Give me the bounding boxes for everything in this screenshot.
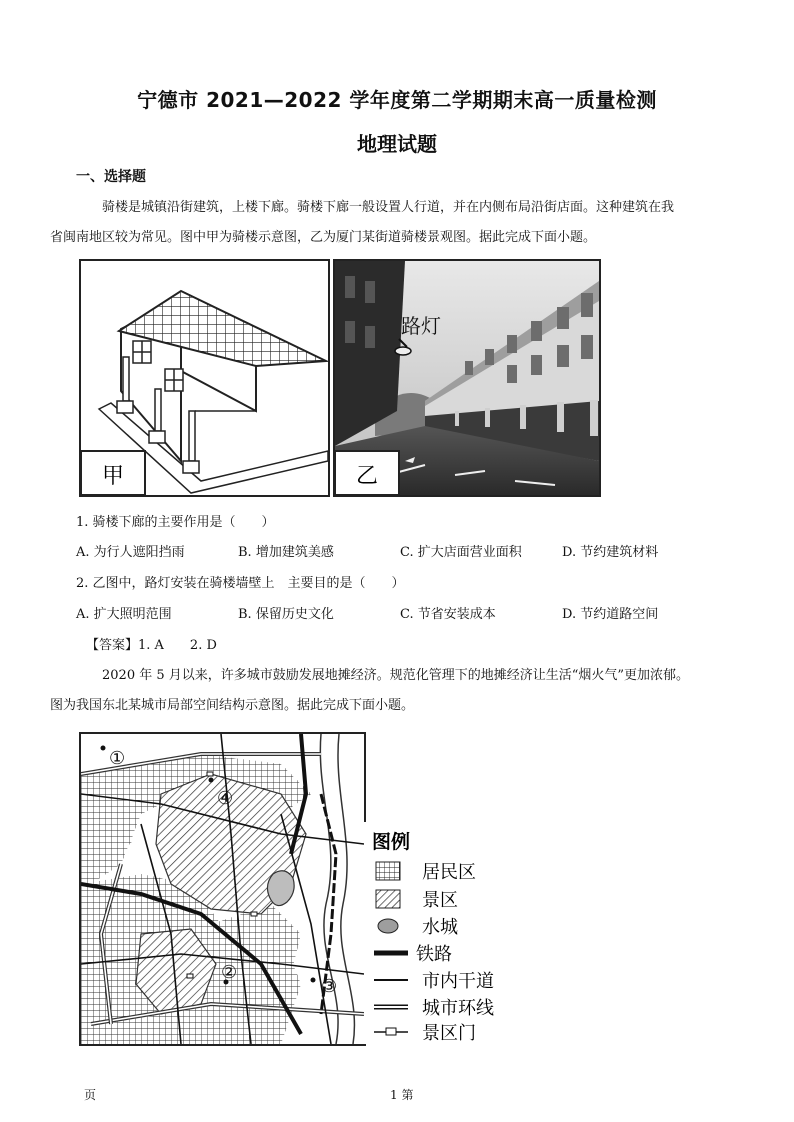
street-photo (335, 261, 599, 495)
footer-page-number: 1 第 (390, 1088, 414, 1102)
question-2-stem: 2. 乙图中，路灯安装在骑楼墙壁上 主要目的是（ ） (76, 576, 405, 591)
page-subtitle: 地理试题 (357, 132, 437, 156)
map-marker-1: ① (109, 748, 126, 769)
q2-option-b: B. 保留历史文化 (238, 607, 334, 622)
city-structure-map (81, 734, 364, 1044)
city-map-figure (79, 732, 366, 1046)
figure-jia (79, 259, 330, 497)
legend-title: 图例 (372, 831, 411, 853)
legend-svg (364, 822, 544, 1044)
passage-1-line-1: 骑楼是城镇沿街建筑，上楼下廊。骑楼下廊一般设置人行道，并在内侧布局沿街店面。这种建筑在我 (102, 200, 675, 215)
legend-ring: 城市环线 (422, 998, 494, 1019)
footer-left: 页 (84, 1088, 97, 1102)
map-marker-2: ② (221, 962, 238, 983)
passage-2-line-1: 2020 年 5 月以来，许多城市鼓励发展地摊经济。规范化管理下的地摊经济让生活“烟火气”更加浓郁。 (102, 668, 690, 683)
passage-1-line-2: 省闽南地区较为常见。图中甲为骑楼示意图，乙为厦门某街道骑楼景观图。据此完成下面小题。 (50, 230, 597, 245)
page-title: 宁德市 2021—2022 学年度第二学期期末高一质量检测 (137, 88, 657, 112)
q1-option-d: D. 节约建筑材料 (562, 545, 659, 560)
q1-option-a: A. 为行人遮阳挡雨 (76, 545, 185, 560)
passage-2-line-2: 图为我国东北某城市局部空间结构示意图。据此完成下面小题。 (50, 698, 415, 713)
legend-swatch-residential (376, 862, 400, 880)
answer-line: 【答案】1. A 2. D (86, 638, 217, 653)
figure-yi (333, 259, 601, 497)
legend-road: 市内干道 (422, 971, 494, 992)
legend-scenic: 景区 (422, 890, 458, 911)
figure-yi-label: 乙 (355, 464, 379, 489)
legend-gate: 景区门 (422, 1023, 476, 1044)
passage-1 (50, 193, 716, 253)
question-1-stem: 1. 骑楼下廊的主要作用是（ ） (76, 515, 275, 530)
q1-option-b: B. 增加建筑美感 (238, 545, 334, 560)
streetlight-label: 路灯 (401, 314, 441, 338)
section-heading: 一、选择题 (76, 169, 146, 185)
legend-residential: 居民区 (422, 862, 476, 883)
q2-option-d: D. 节约道路空间 (562, 607, 659, 622)
legend-water: 水城 (422, 917, 458, 938)
map-legend (364, 822, 544, 1044)
arcade-diagram (81, 261, 328, 495)
legend-swatch-water (378, 919, 398, 933)
legend-swatch-scenic (376, 890, 400, 908)
map-marker-3: ③ (321, 976, 338, 997)
map-marker-4: ④ (217, 788, 234, 809)
q2-option-a: A. 扩大照明范围 (76, 607, 172, 622)
legend-railway: 铁路 (416, 944, 452, 965)
figure-jia-label: 甲 (101, 464, 125, 489)
passage-2 (50, 661, 716, 721)
q2-option-c: C. 节省安装成本 (400, 607, 496, 622)
q1-option-c: C. 扩大店面营业面积 (400, 545, 522, 560)
